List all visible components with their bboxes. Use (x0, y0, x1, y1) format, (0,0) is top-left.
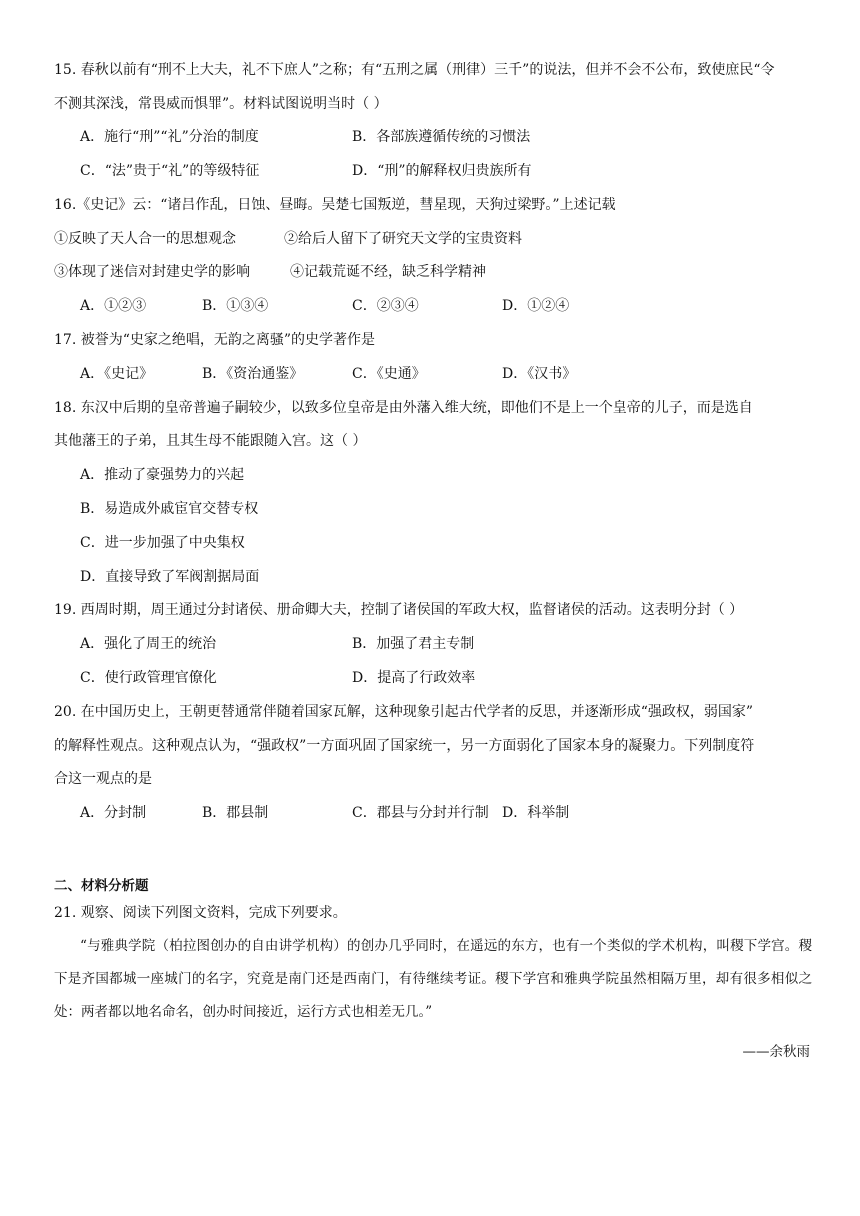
q17-option-b[interactable]: B．《资治通鉴》 (202, 366, 304, 382)
q21-stem: 21. 观察、阅读下列图文资料，完成下列要求。 (54, 905, 347, 921)
q21-quote-text: “与雅典学院（柏拉图创办的自由讲学机构）的创办几乎同时，在遥远的东方，也有一个类似的学术机构，叫稷下学宫。稷下是齐国都城一座城门的名字，究竟是南门还是西南门，有待继续考证。稷下学宫和雅典学院虽然相隔万里，却有很多相似之处：两者都以地名命名，创办时间接近，运行方式也相差无几。” (54, 938, 812, 1020)
q20-option-a[interactable]: A．分封制 (80, 805, 147, 821)
q16-stem: 16.《史记》云：“诸吕作乱，日蚀、昼晦。吴楚七国叛逆，彗星现，天狗过梁野。”上述记载 (54, 197, 616, 213)
q16-item-4: ④记载荒诞不经，缺乏科学精神 (290, 264, 486, 280)
q15-option-d[interactable]: D．“刑”的解释权归贵族所有 (352, 163, 532, 179)
q20-option-c[interactable]: C．郡县与分封并行制 (352, 805, 489, 821)
q18-stem-line2: 其他藩王的子弟，且其生母不能跟随入宫。这（ ） (54, 433, 367, 449)
q21-quote (54, 930, 812, 1029)
q18-option-a[interactable]: A．推动了豪强势力的兴起 (80, 467, 245, 483)
q17-option-d[interactable]: D．《汉书》 (502, 366, 577, 382)
q16-item-3: ③体现了迷信对封建史学的影响 (54, 264, 250, 280)
section-heading: 二、材料分析题 (54, 878, 149, 894)
q19-option-b[interactable]: B．加强了君主专制 (352, 636, 475, 652)
q18-stem-line1: 18. 东汉中后期的皇帝普遍子嗣较少，以致多位皇帝是由外藩入维大统，即他们不是上一个皇帝的儿子，而是选自 (54, 400, 753, 416)
q15-option-b[interactable]: B．各部族遵循传统的习惯法 (352, 129, 531, 145)
q18-option-c[interactable]: C．进一步加强了中央集权 (80, 535, 245, 551)
q19-option-c[interactable]: C．使行政管理官僚化 (80, 670, 217, 686)
q15-option-c[interactable]: C．“法”贵于“礼”的等级特征 (80, 163, 260, 179)
q16-option-a[interactable]: A．①②③ (80, 298, 147, 314)
q18-option-b[interactable]: B．易造成外戚宦官交替专权 (80, 501, 259, 517)
q19-option-d[interactable]: D．提高了行政效率 (352, 670, 476, 686)
q17-option-c[interactable]: C．《史通》 (352, 366, 426, 382)
q15-stem-line2: 不测其深浅，常畏威而惧罪”。材料试图说明当时（ ） (54, 96, 388, 112)
q20-stem-line1: 20. 在中国历史上，王朝更替通常伴随着国家瓦解，这种现象引起古代学者的反思，并逐渐形成“强政权，弱国家” (54, 704, 754, 720)
q20-stem-line3: 合这一观点的是 (54, 771, 152, 787)
q16-option-c[interactable]: C．②③④ (352, 298, 419, 314)
q16-item-2: ②给后人留下了研究天文学的宝贵资料 (284, 231, 522, 247)
q19-option-a[interactable]: A．强化了周王的统治 (80, 636, 217, 652)
q20-option-d[interactable]: D．科举制 (502, 805, 570, 821)
q19-stem: 19. 西周时期，周王通过分封诸侯、册命卿大夫，控制了诸侯国的军政大权，监督诸侯的活动。这表明分封（ ） (54, 602, 744, 618)
q20-option-b[interactable]: B．郡县制 (202, 805, 269, 821)
q16-item-1: ①反映了天人合一的思想观念 (54, 231, 236, 247)
q18-option-d[interactable]: D．直接导致了军阀割据局面 (80, 569, 260, 585)
q15-option-a[interactable]: A．施行“刑”“礼”分治的制度 (80, 129, 259, 145)
q16-option-b[interactable]: B．①③④ (202, 298, 269, 314)
q21-attribution: ——余秋雨 (742, 1044, 810, 1060)
q17-stem: 17. 被誉为“史家之绝唱，无韵之离骚”的史学著作是 (54, 332, 376, 348)
q17-option-a[interactable]: A．《史记》 (80, 366, 154, 382)
q20-stem-line2: 的解释性观点。这种观点认为，“强政权”一方面巩固了国家统一，另一方面弱化了国家本身的凝聚力。下列制度符 (54, 738, 755, 754)
q16-option-d[interactable]: D．①②④ (502, 298, 570, 314)
q15-stem-line1: 15. 春秋以前有“刑不上大夫，礼不下庶人”之称；有“五刑之属（刑律）三千”的说法，但并不会不公布，致使庶民“令 (54, 62, 775, 78)
